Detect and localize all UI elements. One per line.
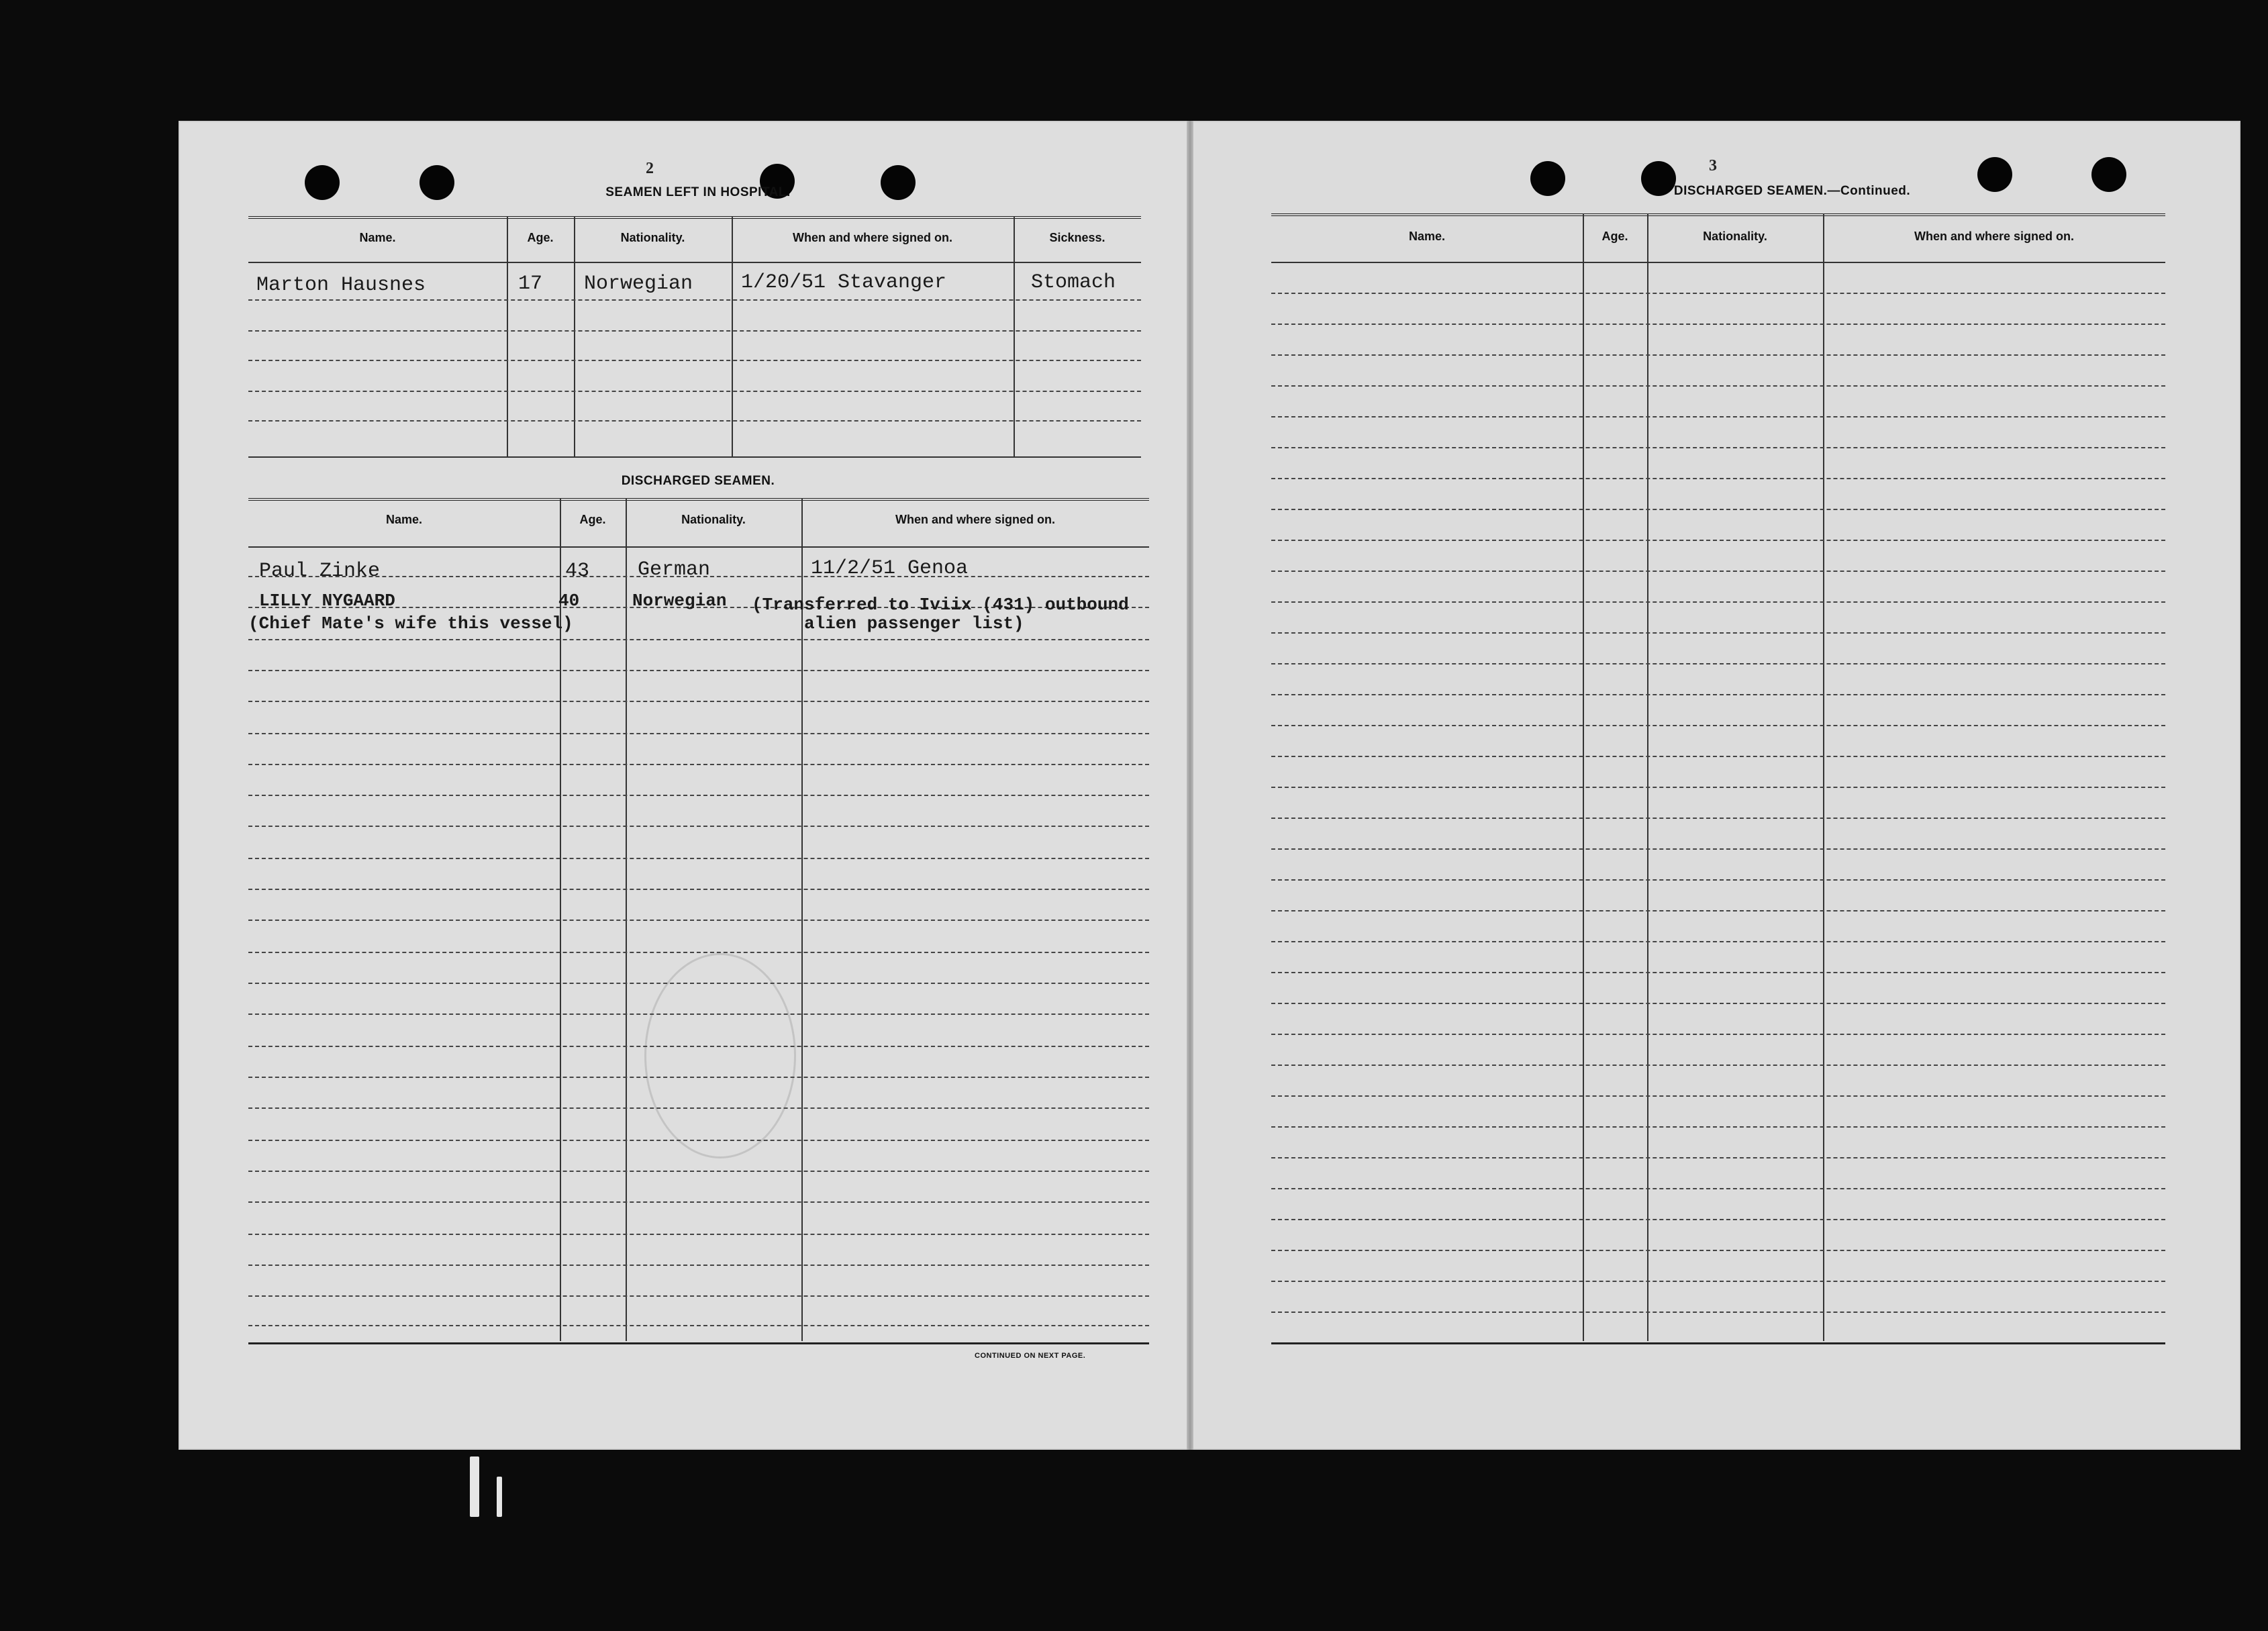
column-header-signed-on: When and where signed on. <box>792 231 953 244</box>
paper-speck <box>470 1456 479 1517</box>
discharged-row-name: LILLY NYGAARD <box>259 591 395 611</box>
discharged-section-title: DISCHARGED SEAMEN. <box>621 474 775 488</box>
punch-hole <box>305 165 340 200</box>
discharged-continued-title-text: DISCHARGED SEAMEN. <box>1673 184 1828 198</box>
page-number: 2 <box>646 160 654 177</box>
punch-hole <box>420 165 454 200</box>
discharged-row-signed-on: (Transferred to Iviix (431) outbound <box>752 595 1129 615</box>
discharged-row-signed-on: 11/2/51 Genoa <box>811 557 969 580</box>
discharged-continued-table <box>1271 213 2165 1350</box>
continued-footer: CONTINUED ON NEXT PAGE. <box>975 1352 1086 1360</box>
hospital-row-nationality: Norwegian <box>584 273 693 295</box>
discharged-continued-title <box>1557 184 2027 199</box>
hospital-row-signed-on: 1/20/51 Stavanger <box>741 271 947 294</box>
discharged-continued-suffix: —Continued. <box>1827 184 1911 198</box>
page-spine <box>1187 121 1193 1450</box>
column-header-age: Age. <box>579 513 606 526</box>
column-header-name: Name. <box>1408 230 1446 243</box>
hospital-section-title: SEAMEN LEFT IN HOSPITAL. <box>605 185 791 199</box>
discharged-row-nationality: German <box>638 558 711 581</box>
hospital-row-name: Marton Hausnes <box>256 274 426 297</box>
hospital-row-age: 17 <box>518 273 543 295</box>
discharged-row-name: Paul Zinke <box>259 560 381 583</box>
page-number: 3 <box>1709 157 1717 175</box>
column-header-sickness: Sickness. <box>1049 231 1105 244</box>
column-header-nationality: Nationality. <box>681 513 746 526</box>
column-header-nationality: Nationality. <box>620 231 685 244</box>
hospital-row-sickness: Stomach <box>1031 271 1116 294</box>
column-header-name: Name. <box>359 231 396 244</box>
discharged-row-age: 43 <box>565 560 590 583</box>
column-header-signed-on: When and where signed on. <box>895 513 1056 526</box>
column-header-name: Name. <box>385 513 423 526</box>
hospital-table <box>248 216 1141 464</box>
column-header-nationality: Nationality. <box>1703 230 1767 243</box>
discharged-row-note: alien passenger list) <box>804 613 1024 634</box>
column-header-age: Age. <box>1601 230 1628 243</box>
discharged-row-age: 40 <box>558 591 580 611</box>
column-header-age: Age. <box>527 231 554 244</box>
column-header-signed-on: When and where signed on. <box>1914 230 2075 243</box>
discharged-row-note: (Chief Mate's wife this vessel) <box>248 613 573 634</box>
discharged-row-nationality: Norwegian <box>632 591 727 611</box>
paper-speck <box>497 1477 502 1517</box>
punch-hole <box>2091 157 2126 192</box>
